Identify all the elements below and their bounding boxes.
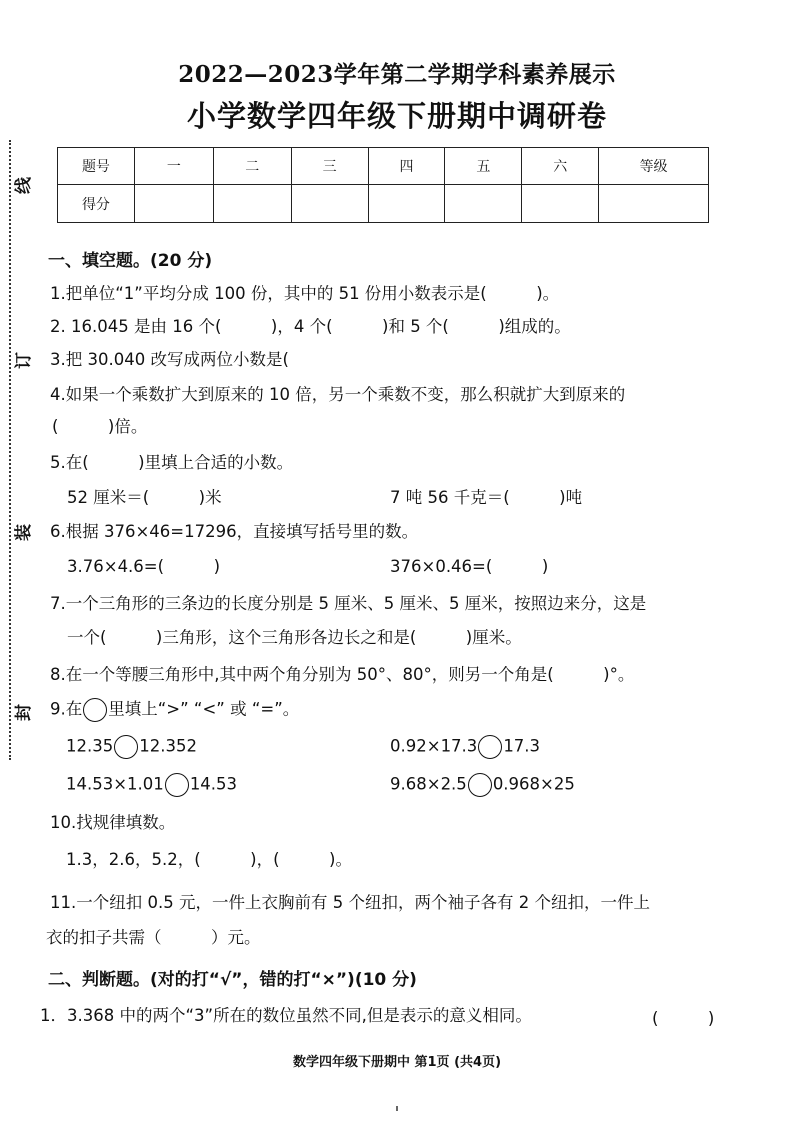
question-1-11-line2: 衣的扣子共需（ ）元。 [46,928,261,947]
question-2-1: 1．3.368 中的两个“3”所在的数位虽然不同,但是表示的意义相同。 [40,1006,532,1025]
question-1-9 [50,698,744,722]
question-1-10-sequence: 1.3，2.6，5.2，( )，( )。 [66,850,352,869]
margin-char-ding: 订 [14,352,34,369]
compare-c-right: 14.53 [189,774,238,794]
compare-a-left: 12.35 [66,736,114,756]
section2-heading: 二、判断题。(对的打“√”，错的打“×”)(10 分) [48,970,417,990]
compare-b-left: 0.92×17.3 [390,736,478,756]
compare-a-right: 12.352 [139,736,197,756]
score-row-label: 得分 [58,185,135,223]
compare-circle-b[interactable] [478,735,502,759]
question-1-6: 6.根据 376×46=17296，直接填写括号里的数。 [50,522,419,541]
score-cell[interactable] [134,185,213,223]
exam-title-line2: 小学数学四年级下册期中调研卷 [186,99,607,133]
score-header-cell: 等级 [599,148,709,185]
question-1-7-line2: 一个( )三角形，这个三角形各边长之和是( )厘米。 [67,628,522,647]
question-1-11-line1: 11.一个纽扣 0.5 元，一件上衣胸前有 5 个纽扣，两个袖子各有 2 个纽扣，一件上 [50,893,650,912]
compare-c-left: 14.53×1.01 [66,774,164,794]
score-header-cell: 题号 [58,148,135,185]
score-header-cell: 五 [445,148,522,185]
compare-circle-d[interactable] [468,773,492,797]
question-1-9-pre: 9.在 [50,699,83,719]
section1-heading: 一、填空题。(20 分) [48,251,213,271]
binding-dotted-line [9,140,11,760]
score-header-cell: 一 [134,148,213,185]
score-cell[interactable] [445,185,522,223]
question-2-1-answer-paren[interactable]: ( ) [652,1009,715,1028]
question-1-6-b: 376×0.46=( ) [390,557,549,576]
score-cell[interactable] [522,185,599,223]
score-table-score-row [58,185,709,223]
score-table-header-row [58,148,709,185]
compare-item-d [390,773,744,797]
compare-item-b [390,735,744,759]
question-1-8: 8.在一个等腰三角形中,其中两个角分别为 50°、80°，则另一个角是( )°。 [50,665,635,684]
question-1-7-line1: 7.一个三角形的三条边的长度分别是 5 厘米、5 厘米、5 厘米，按照边来分，这是 [50,594,647,613]
margin-char-zhuang: 装 [14,524,34,541]
compare-circle-icon [83,698,107,722]
score-header-cell: 二 [213,148,291,185]
exam-title-line1: 2022—2023学年第二学期学科素养展示 [178,61,616,88]
bottom-mark [396,1106,398,1111]
page-footer: 数学四年级下册期中 第1页 (共4页) [292,1055,502,1070]
question-1-5: 5.在( )里填上合适的小数。 [50,453,294,472]
compare-d-right: 0.968×25 [492,774,575,794]
question-1-4-line1: 4.如果一个乘数扩大到原来的 10 倍，另一个乘数不变，那么积就扩大到原来的 [50,385,626,404]
score-cell[interactable] [368,185,445,223]
question-1-1: 1.把单位“1”平均分成 100 份，其中的 51 份用小数表示是( )。 [50,284,560,303]
compare-circle-c[interactable] [165,773,189,797]
question-1-4-line2: ( )倍。 [52,417,148,436]
question-1-6-a: 3.76×4.6=( ) [67,557,221,576]
question-1-10: 10.找规律填数。 [50,813,176,832]
question-1-9-post: 里填上“>” “<” 或 “=”。 [108,699,300,719]
score-cell[interactable] [213,185,291,223]
compare-b-right: 17.3 [503,736,541,756]
score-cell[interactable] [291,185,368,223]
score-header-cell: 三 [291,148,368,185]
compare-d-left: 9.68×2.5 [390,774,467,794]
question-1-5-b: 7 吨 56 千克＝( )吨 [390,488,583,507]
question-1-5-a: 52 厘米＝( )米 [67,488,222,507]
score-header-cell: 四 [368,148,445,185]
compare-circle-a[interactable] [114,735,138,759]
score-header-cell: 六 [522,148,599,185]
margin-char-xian: 线 [14,177,34,194]
question-1-3: 3.把 30.040 改写成两位小数是( [50,350,289,369]
score-table [57,147,709,223]
margin-char-feng: 封 [14,704,34,721]
score-cell[interactable] [599,185,709,223]
question-1-2: 2. 16.045 是由 16 个( )，4 个( )和 5 个( )组成的。 [50,317,571,336]
